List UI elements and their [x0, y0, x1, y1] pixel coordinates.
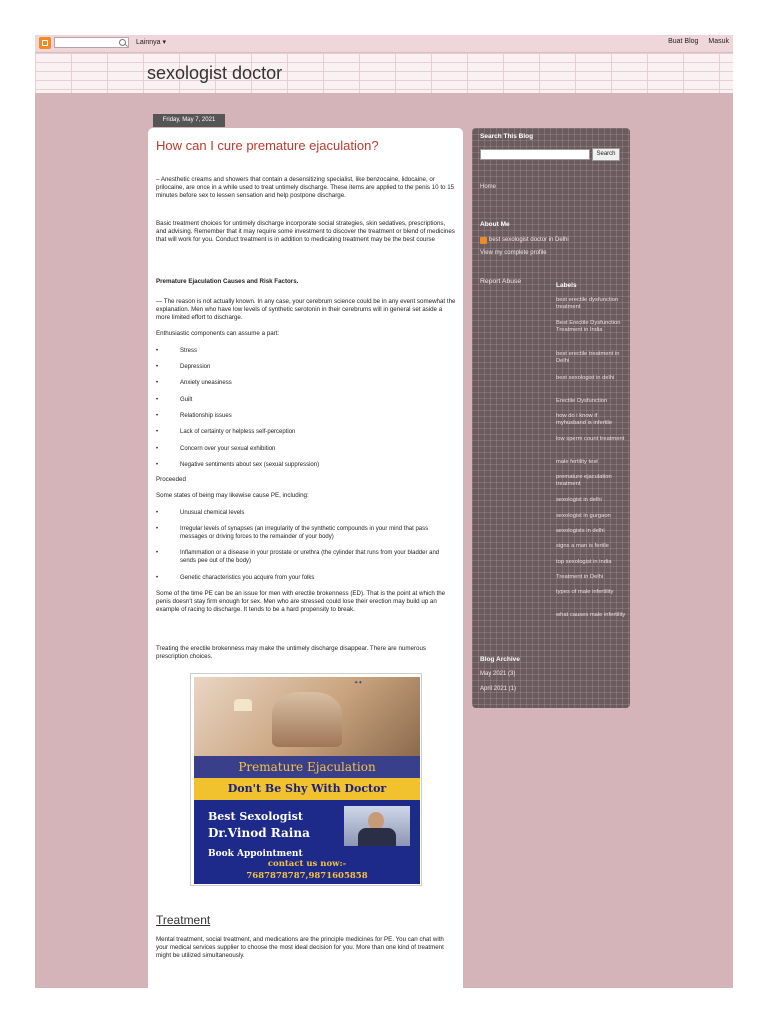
- doctor-photo: [344, 806, 410, 846]
- report-abuse-link[interactable]: Report Abuse: [480, 278, 522, 285]
- navbar-search-input[interactable]: [54, 37, 129, 48]
- create-blog-link[interactable]: Buat Blog: [668, 38, 699, 45]
- search-button[interactable]: Search: [592, 148, 620, 161]
- label-link[interactable]: how do i know if myhusband is infertile: [556, 413, 613, 426]
- label-link[interactable]: Best Erectile Dysfunction Treatment in India: [556, 320, 621, 333]
- blog-title[interactable]: sexologist doctor: [147, 63, 283, 83]
- blogger-logo-icon[interactable]: [39, 37, 51, 49]
- ad-best-sexologist: Best Sexologist: [208, 810, 303, 823]
- sidebar-search-input[interactable]: [480, 149, 590, 160]
- sign-in-link[interactable]: Masuk: [708, 38, 729, 45]
- label-link[interactable]: male fertility test: [556, 459, 598, 465]
- paragraph: Some of the time PE can be an issue for men with erectile brokenness (ED). That is the point at which the penis doesn't stay firm enough for sex. Men who are stressed could lose their erection may build up an example of racing to discharge. It tends to be a hard propensity to break.: [156, 590, 446, 613]
- label-link[interactable]: types of male infertility: [556, 589, 614, 595]
- blogger-navbar: [35, 35, 733, 53]
- archive-link[interactable]: May 2021 (3): [480, 671, 516, 677]
- advertisement-image[interactable]: [190, 673, 422, 886]
- causes-heading: Premature Ejaculation Causes and Risk Factors.: [156, 278, 299, 285]
- labels-title: Labels: [556, 282, 577, 289]
- home-link[interactable]: Home: [480, 184, 497, 190]
- ad-figure: [272, 692, 342, 747]
- blog-header: [35, 53, 733, 93]
- treatment-heading: Treatment: [156, 913, 211, 927]
- paragraph: Some states of being may likewise cause PE, including:: [156, 492, 309, 499]
- post-date: Friday, May 7, 2021: [153, 114, 225, 127]
- view-profile-link[interactable]: View my complete profile: [480, 250, 547, 256]
- label-link[interactable]: best erectile dysfunction treatment: [556, 297, 619, 310]
- paragraph: — The reason is not actually known. In any case, your cerebrum science could be in any event somewhat the explanation. Men who have low levels of synthetic serotonin in their cerebrums will in general set aside a more limited effort to discharge.: [156, 298, 456, 321]
- archive-title: Blog Archive: [480, 656, 520, 663]
- blogger-profile-icon: [480, 237, 487, 244]
- label-link[interactable]: best erectile treatment in Delhi: [556, 351, 620, 364]
- ad-blue-panel: [194, 800, 420, 884]
- label-link[interactable]: sexologist in gurgaon: [556, 513, 611, 519]
- post-title[interactable]: How can I cure premature ejaculation?: [156, 138, 379, 153]
- paragraph: – Anesthetic creams and showers that contain a desensitizing specialist, like benzocaine, lidocaine, or prilocaine, are once in a while used to treat untimely discharge. These items are applied to the penis 10 to 15 minutes before sex to lessen sensation and help postpone discharge.: [156, 176, 455, 199]
- label-link[interactable]: Treatment in Delhi: [556, 574, 604, 580]
- ad-book-appointment: Book Appointment: [208, 849, 303, 859]
- label-link[interactable]: what causes male infertility: [556, 612, 626, 618]
- sidebar: [472, 128, 630, 708]
- navbar-more-menu[interactable]: Lainnya ▾: [136, 39, 166, 46]
- ad-band-shy: Don't Be Shy With Doctor: [194, 778, 420, 800]
- label-link[interactable]: sexologist in delhi: [556, 497, 602, 503]
- profile-name-link[interactable]: best sexologist doctor in Delhi: [489, 237, 569, 243]
- post-body: How can I cure premature ejaculation? – Anesthetic creams and showers that contain a desensitizing specialist, like benzocaine, lidocaine, or prilocaine, are once in a while used to treat untimely discharge. These items are applied to the penis 10 to 15 minutes before sex to lessen sensation and help postpone discharge. Basic treatment choices for untimely discharge incorporate social strategies, skin sedatives, prescriptions, and advising. Remember that it may require some investment to discover the treatment or blend of medicines that will work for you. Conduct treatment is in addition to medicating treatment may be the best course Premature Ejaculation Causes and Risk Factors. — The reason is not actually known. In any case, your cerebrum science could be in any event somewhat the explanation. Men who have low levels of synthetic serotonin in their cerebrums will in general set aside a more limited effort to discharge. Enthusiastic components can assume a part: • Stress • Depression • Anxiety uneasiness • Guilt • Relationship issues • Lack of certainty or helpless self-perception • Concern over your sexual exhibition • Negative sentiments about sex (sexual suppression) Proceeded Some states of being may likewise cause PE, including: • Unusual chemical levels • Irregular levels of synapses (an irregularity of the synthetic compounds in your mind that pass messages or driving forces to the remainder of your body) • Inflammation or a disease in your prostate or urethra (the cylinder that runs from your bladder and sends pee out of the body) • Genetic characteristics you acquire from your folks Some of the time PE can be an issue for men with erectile brokenness (ED). That is the point at which the penis doesn't stay firm enough for sex. Men who are stressed could lose their erection may build up an example of racing to discharge. It tends to be a hard propensity to break. Treating the erectile brokenness may make the untimely discharge disappear. There are numerous prescription choices. ✦✦ Premature Ejaculation Don't Be Shy With Doctor Best Sexologist Dr.Vinod Raina Book Appointment contact us now:- 7687878787,9871605858 Treatment Mental treatment, social treatment, and medications are the principle medicines for PE. You can chat with your medical services supplier to choose the most ideal decision for you. More than one kind of treatment might be utilized simultaneously.: [148, 128, 463, 988]
- label-link[interactable]: premature ejaculation treatment: [556, 474, 612, 487]
- clinic-logo-icon: ✦✦: [354, 680, 363, 686]
- page-frame: [35, 35, 733, 988]
- paragraph: Basic treatment choices for untimely discharge incorporate social strategies, skin sedatives, prescriptions, and advising. Remember that it may require some investment to discover the treatment or blend of medicines that will work for you. Conduct treatment is in addition to medicating treatment may be the best course: [156, 220, 455, 243]
- search-icon[interactable]: [119, 39, 126, 46]
- paragraph: Mental treatment, social treatment, and medications are the principle medicines for PE. You can chat with your medical services supplier to choose the most ideal decision for you. More than one kind of treatment might be utilized simultaneously.: [156, 936, 444, 959]
- ad-contact: contact us now:-: [267, 859, 347, 869]
- paragraph: Proceeded: [156, 476, 186, 483]
- search-widget-title: Search This Blog: [480, 133, 534, 140]
- label-link[interactable]: Erectile Dysfunction: [556, 398, 608, 404]
- archive-link[interactable]: April 2021 (1): [480, 686, 517, 692]
- label-link[interactable]: best sexologist in delhi: [556, 375, 615, 381]
- label-link[interactable]: low sperm count treatment: [556, 436, 625, 442]
- ad-band-premature: Premature Ejaculation: [194, 756, 420, 778]
- lamp-icon: [234, 699, 252, 711]
- about-title: About Me: [480, 221, 510, 228]
- label-link[interactable]: signs a man is fertile: [556, 543, 609, 549]
- ad-doctor-name: Dr.Vinod Raina: [208, 826, 310, 840]
- paragraph: Treating the erectile brokenness may make the untimely discharge disappear. There are numerous prescription choices.: [156, 645, 426, 660]
- navbar-right-links: [660, 38, 729, 45]
- ad-photo: [194, 677, 420, 756]
- label-link[interactable]: sexologists in delhi: [556, 528, 605, 534]
- doctor-body: [358, 828, 396, 846]
- ad-phone: 7687878787,9871605858: [246, 871, 368, 881]
- label-link[interactable]: top sexologist in india: [556, 559, 612, 565]
- paragraph: Enthusiastic components can assume a part:: [156, 330, 280, 337]
